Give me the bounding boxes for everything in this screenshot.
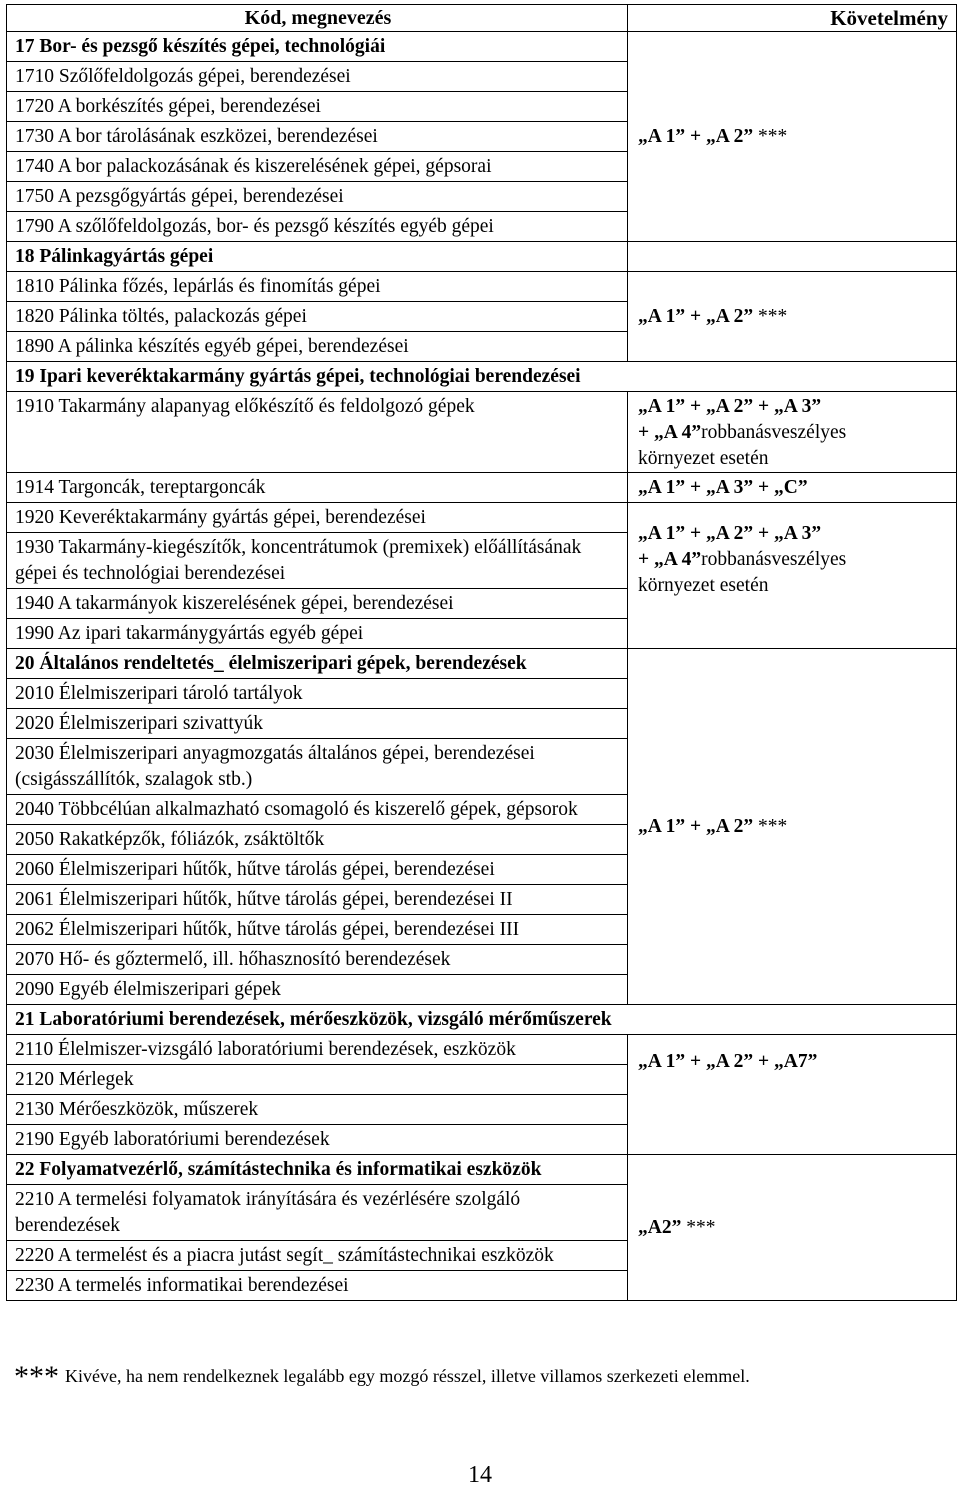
table-row: [7, 503, 957, 533]
item-label: 2050 Rakatképzők, fóliázók, zsáktöltők: [7, 825, 628, 855]
table-row: [7, 272, 957, 302]
item-label: 2010 Élelmiszeripari tároló tartályok: [7, 679, 628, 709]
item-label: 1920 Keveréktakarmány gyártás gépei, berendezései: [7, 503, 628, 533]
requirement-note: környezet esetén: [638, 448, 769, 469]
item-label: 2230 A termelés informatikai berendezései: [7, 1271, 628, 1301]
requirement-cell: [628, 32, 957, 242]
footnote-stars: ***: [14, 1360, 59, 1393]
item-label: 2120 Mérlegek: [7, 1065, 628, 1095]
section-title: 21 Laboratóriumi berendezések, mérőeszközök, vizsgáló mérőműszerek: [7, 1005, 957, 1035]
requirement-cell: [628, 272, 957, 362]
item-label: 1990 Az ipari takarmánygyártás egyéb gépei: [7, 619, 628, 649]
section-row: [7, 649, 957, 679]
requirement-cell: [628, 473, 957, 503]
item-label: 1890 A pálinka készítés egyéb gépei, berendezései: [7, 332, 628, 362]
section-row: [7, 32, 957, 62]
requirement-note: robbanásveszélyes: [701, 422, 847, 443]
item-label: 1720 A borkészítés gépei, berendezései: [7, 92, 628, 122]
section-row: [7, 1155, 957, 1185]
requirement-text: + „A 4”: [638, 422, 702, 443]
page-number: 14: [468, 1462, 492, 1488]
requirement-star: ***: [686, 1216, 716, 1238]
item-label: 1930 Takarmány-kiegészítők, koncentrátumok (premixek) előállításának gépei és technológiai berendezései: [7, 533, 628, 589]
item-label: 2070 Hő- és gőztermelő, ill. hőhasznosító berendezések: [7, 945, 628, 975]
requirement-text: „A 1” + „A 2”: [638, 815, 754, 837]
item-label: 1730 A bor tárolásának eszközei, berendezései: [7, 122, 628, 152]
requirement-note: robbanásveszélyes: [701, 549, 847, 570]
section-row: [7, 362, 957, 392]
requirement-text: „A 1” + „A 3” + „C”: [638, 477, 808, 498]
item-label: 1940 A takarmányok kiszerelésének gépei, berendezései: [7, 589, 628, 619]
item-label: 2210 A termelési folyamatok irányítására és vezérlésére szolgáló berendezések: [7, 1185, 628, 1241]
item-label: 2130 Mérőeszközök, műszerek: [7, 1095, 628, 1125]
item-label: 1790 A szőlőfeldolgozás, bor- és pezsgő készítés egyéb gépei: [7, 212, 628, 242]
empty-cell: [628, 242, 957, 272]
requirement-text: „A 1” + „A 2”: [638, 125, 754, 147]
requirement-note: környezet esetén: [638, 575, 769, 596]
requirement-column-header: Követelmény: [628, 5, 957, 32]
item-label: 2190 Egyéb laboratóriumi berendezések: [7, 1125, 628, 1155]
item-label: 1740 A bor palackozásának és kiszerelésének gépei, gépsorai: [7, 152, 628, 182]
requirement-text: „A 1” + „A 2”: [638, 305, 754, 327]
requirement-text: + „A 4”: [638, 549, 702, 570]
section-row: [7, 242, 957, 272]
requirement-star: ***: [758, 815, 788, 837]
section-title: 22 Folyamatvezérlő, számítástechnika és informatikai eszközök: [7, 1155, 628, 1185]
item-label: 2030 Élelmiszeripari anyagmozgatás általános gépei, berendezései (csigásszállítók, szalagok stb.): [7, 739, 628, 795]
requirement-cell: [628, 392, 957, 473]
table-row: [7, 392, 957, 473]
item-label: 2060 Élelmiszeripari hűtők, hűtve tárolás gépei, berendezései: [7, 855, 628, 885]
item-label: 2020 Élelmiszeripari szivattyúk: [7, 709, 628, 739]
code-column-header: Kód, megnevezés: [7, 5, 628, 32]
table-row: [7, 473, 957, 503]
item-label: 2061 Élelmiszeripari hűtők, hűtve tárolás gépei, berendezései II: [7, 885, 628, 915]
section-title: 20 Általános rendeltetés_ élelmiszeripari gépek, berendezések: [7, 649, 628, 679]
requirement-cell: [628, 503, 957, 649]
requirement-text: „A 1” + „A 2” + „A 3”: [638, 396, 822, 417]
requirement-cell: [628, 1035, 957, 1155]
item-label: 2220 A termelést és a piacra jutást segít_ számítástechnikai eszközök: [7, 1241, 628, 1271]
requirement-cell: [628, 1155, 957, 1301]
requirement-text: „A 1” + „A 2” + „A 3”: [638, 523, 822, 544]
item-label: 1820 Pálinka töltés, palackozás gépei: [7, 302, 628, 332]
item-label: 2062 Élelmiszeripari hűtők, hűtve tárolás gépei, berendezései III: [7, 915, 628, 945]
item-label: 1810 Pálinka főzés, lepárlás és finomítás gépei: [7, 272, 628, 302]
section-title: 19 Ipari keveréktakarmány gyártás gépei, technológiai berendezései: [7, 362, 957, 392]
requirements-table: [6, 4, 957, 1301]
item-label: 1710 Szőlőfeldolgozás gépei, berendezései: [7, 62, 628, 92]
table-row: [7, 1035, 957, 1065]
footnote: [14, 1362, 954, 1391]
requirement-cell: [628, 649, 957, 1005]
section-title: 18 Pálinkagyártás gépei: [7, 242, 628, 272]
item-label: 2040 Többcélúan alkalmazható csomagoló és kiszerelő gépek, gépsorok: [7, 795, 628, 825]
item-label: 2090 Egyéb élelmiszeripari gépek: [7, 975, 628, 1005]
requirement-star: ***: [758, 305, 788, 327]
footnote-text: Kivéve, ha nem rendelkeznek legalább egy mozgó résszel, illetve villamos szerkezeti elemmel.: [65, 1366, 750, 1386]
requirement-star: ***: [758, 125, 788, 147]
section-title: 17 Bor- és pezsgő készítés gépei, technológiái: [7, 32, 628, 62]
item-label: 1750 A pezsgőgyártás gépei, berendezései: [7, 182, 628, 212]
table-header-row: [7, 5, 957, 32]
requirement-text: „A 1” + „A 2” + „A7”: [638, 1051, 818, 1072]
item-label: 2110 Élelmiszer-vizsgáló laboratóriumi berendezések, eszközök: [7, 1035, 628, 1065]
section-row: [7, 1005, 957, 1035]
requirement-text: „A2”: [638, 1216, 682, 1238]
item-label: 1910 Takarmány alapanyag előkészítő és feldolgozó gépek: [7, 392, 628, 473]
item-label: 1914 Targoncák, tereptargoncák: [7, 473, 628, 503]
